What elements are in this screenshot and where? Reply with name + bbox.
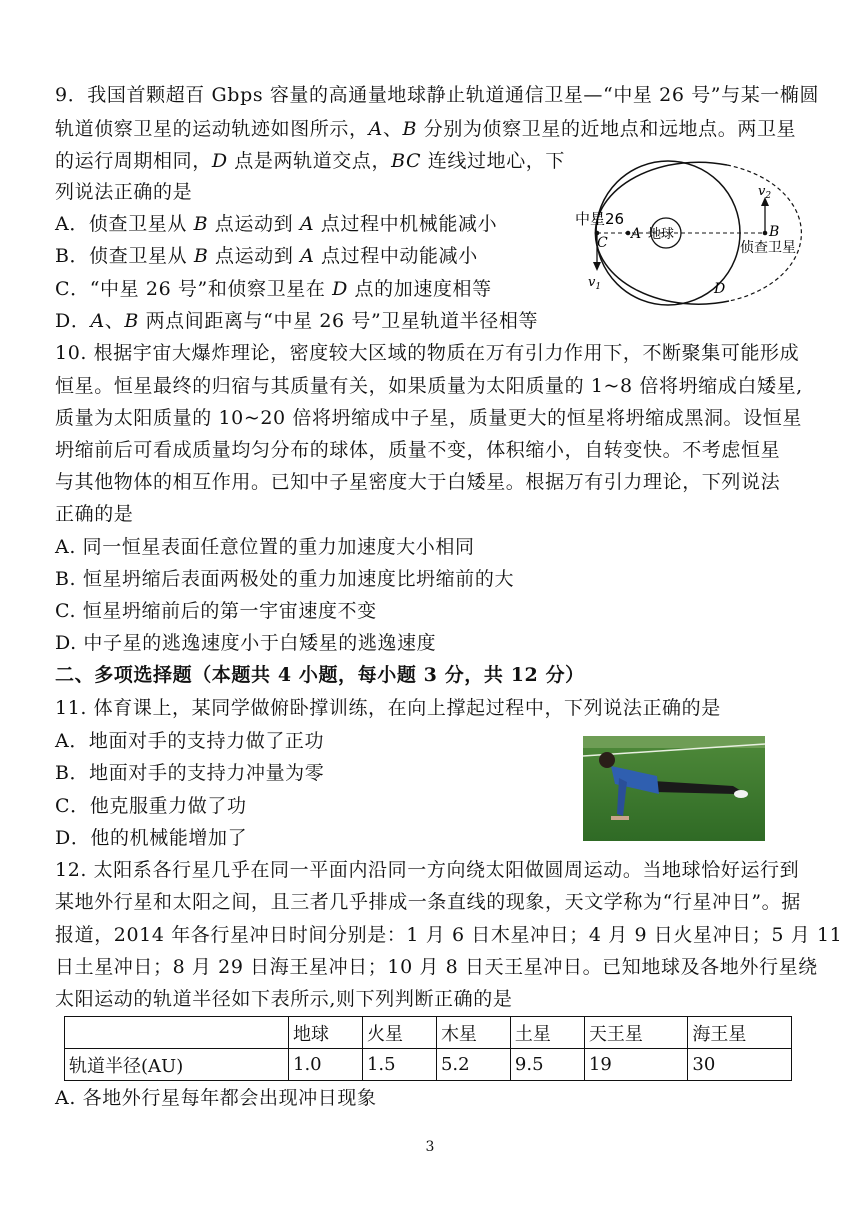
q11-option-a: A．地面对手的支持力做了正功 [55, 730, 325, 752]
q11-option-c: C．他克服重力做了功 [55, 795, 247, 817]
table-header-cell: 海王星 [688, 1017, 792, 1049]
q10-option-c: C. 恒星坍缩前后的第一宇宙速度不变 [55, 600, 377, 622]
table-header-cell: 地球 [289, 1017, 363, 1049]
q11-option-d: D．他的机械能增加了 [55, 827, 248, 849]
q12-stem-line-2: 某地外行星和太阳之间，且三者几乎排成一条直线的现象，天文学称为“行星冲日”。据 [55, 891, 801, 913]
q12-option-a: A. 各地外行星每年都会出现冲日现象 [55, 1087, 377, 1109]
table-row [65, 1049, 792, 1081]
label-point-c: C [597, 235, 608, 251]
q10-stem-line-3: 质量为太阳质量的 10~20 倍将坍缩成中子星，质量更大的恒星将坍缩成黑洞。设恒星 [55, 407, 802, 429]
student-shoes [734, 790, 748, 798]
table-header-cell: 天王星 [584, 1017, 688, 1049]
label-point-b: B [769, 224, 780, 240]
orbit-radius-table [64, 1016, 792, 1081]
q9-stem-line-2: 轨道侦察卫星的运动轨迹如图所示，A、B 分别为侦察卫星的近地点和远地点。两卫星 [55, 118, 797, 140]
q10-stem-line-5: 与其他物体的相互作用。已知中子星密度大于白矮星。根据万有引力理论，下列说法 [55, 471, 781, 493]
q9-stem-line-1: 9．我国首颗超百 Gbps 容量的高通量地球静止轨道通信卫星—“中星 26 号”与某一椭圆 [55, 84, 820, 106]
student-head [599, 752, 615, 768]
q12-stem-line-4: 日土星冲日；8 月 29 日海王星冲日；10 月 8 日天王星冲日。已知地球及各地外行星绕 [55, 956, 818, 978]
q10-option-b: B. 恒星坍缩后表面两极处的重力加速度比坍缩前的大 [55, 568, 515, 590]
table-cell: 5.2 [436, 1049, 510, 1081]
q10-stem-line-6: 正确的是 [55, 503, 134, 525]
label-v2: $v_2$ [758, 184, 772, 201]
orbit-diagram [572, 153, 812, 308]
table-header-cell: 木星 [436, 1017, 510, 1049]
table-cell: 1.0 [289, 1049, 363, 1081]
table-cell: 9.5 [510, 1049, 584, 1081]
label-earth: 地球 [648, 227, 675, 242]
student-hands [611, 816, 629, 820]
v1-arrow-head [593, 262, 601, 271]
q10-stem-line-2: 恒星。恒星最终的归宿与其质量有关，如果质量为太阳质量的 1~8 倍将坍缩成白矮星, [55, 375, 803, 397]
q10-stem-line-4: 坍缩前后可看成质量均匀分布的球体，质量不变，体积缩小，自转变快。不考虑恒星 [55, 439, 781, 461]
q12-stem-line-1: 12. 太阳系各行星几乎在同一平面内沿同一方向绕太阳做圆周运动。当地球恰好运行到 [55, 859, 800, 881]
table-cell: 30 [688, 1049, 792, 1081]
q11-stem: 11. 体育课上，某同学做俯卧撑训练，在向上撑起过程中，下列说法正确的是 [55, 697, 721, 719]
label-satellite-26: 中星26 [575, 210, 625, 228]
q9-stem-line-4: 列说法正确的是 [55, 181, 193, 203]
label-point-a: A [631, 226, 642, 242]
q9-option-d: D．A、B 两点间距离与“中星 26 号”卫星轨道半径相等 [55, 310, 539, 332]
table-header-row [65, 1017, 792, 1049]
label-point-d: D [714, 281, 726, 297]
q9-option-a: A．侦查卫星从 B 点运动到 A 点过程中机械能减小 [55, 213, 498, 235]
q9-stem-line-3: 的运行周期相同，D 点是两轨道交点，BC 连线过地心，下 [55, 150, 566, 172]
label-recon-satellite: 侦查卫星 [740, 240, 796, 256]
table-row-label: 轨道半径(AU) [65, 1049, 289, 1081]
table-header-cell: 火星 [362, 1017, 436, 1049]
point-a [626, 231, 631, 236]
page-number: 3 [425, 1139, 435, 1155]
table-cell: 1.5 [362, 1049, 436, 1081]
q10-option-a: A. 同一恒星表面任意位置的重力加速度大小相同 [55, 536, 475, 558]
label-v1: $v_1$ [588, 275, 602, 292]
q10-stem-line-1: 10. 根据宇宙大爆炸理论，密度较大区域的物质在万有引力作用下，不断聚集可能形成 [55, 342, 800, 364]
table-cell: 19 [584, 1049, 688, 1081]
table-header-cell [65, 1017, 289, 1049]
q12-stem-line-5: 太阳运动的轨道半径如下表所示,则下列判断正确的是 [55, 988, 513, 1010]
pushup-photo [583, 736, 765, 841]
q9-option-c: C．“中星 26 号”和侦察卫星在 D 点的加速度相等 [55, 278, 492, 300]
q9-option-b: B．侦查卫星从 B 点运动到 A 点过程中动能减小 [55, 245, 478, 267]
q11-option-b: B．地面对手的支持力冲量为零 [55, 762, 325, 784]
q12-stem-line-3: 报道，2014 年各行星冲日时间分别是：1 月 6 日木星冲日；4 月 9 日火星冲日；5 月 11 [55, 924, 843, 946]
q10-option-d: D. 中子星的逃逸速度小于白矮星的逃逸速度 [55, 632, 437, 654]
section-2-heading: 二、多项选择题（本题共 4 小题，每小题 3 分，共 12 分） [55, 664, 585, 686]
table-header-cell: 土星 [510, 1017, 584, 1049]
